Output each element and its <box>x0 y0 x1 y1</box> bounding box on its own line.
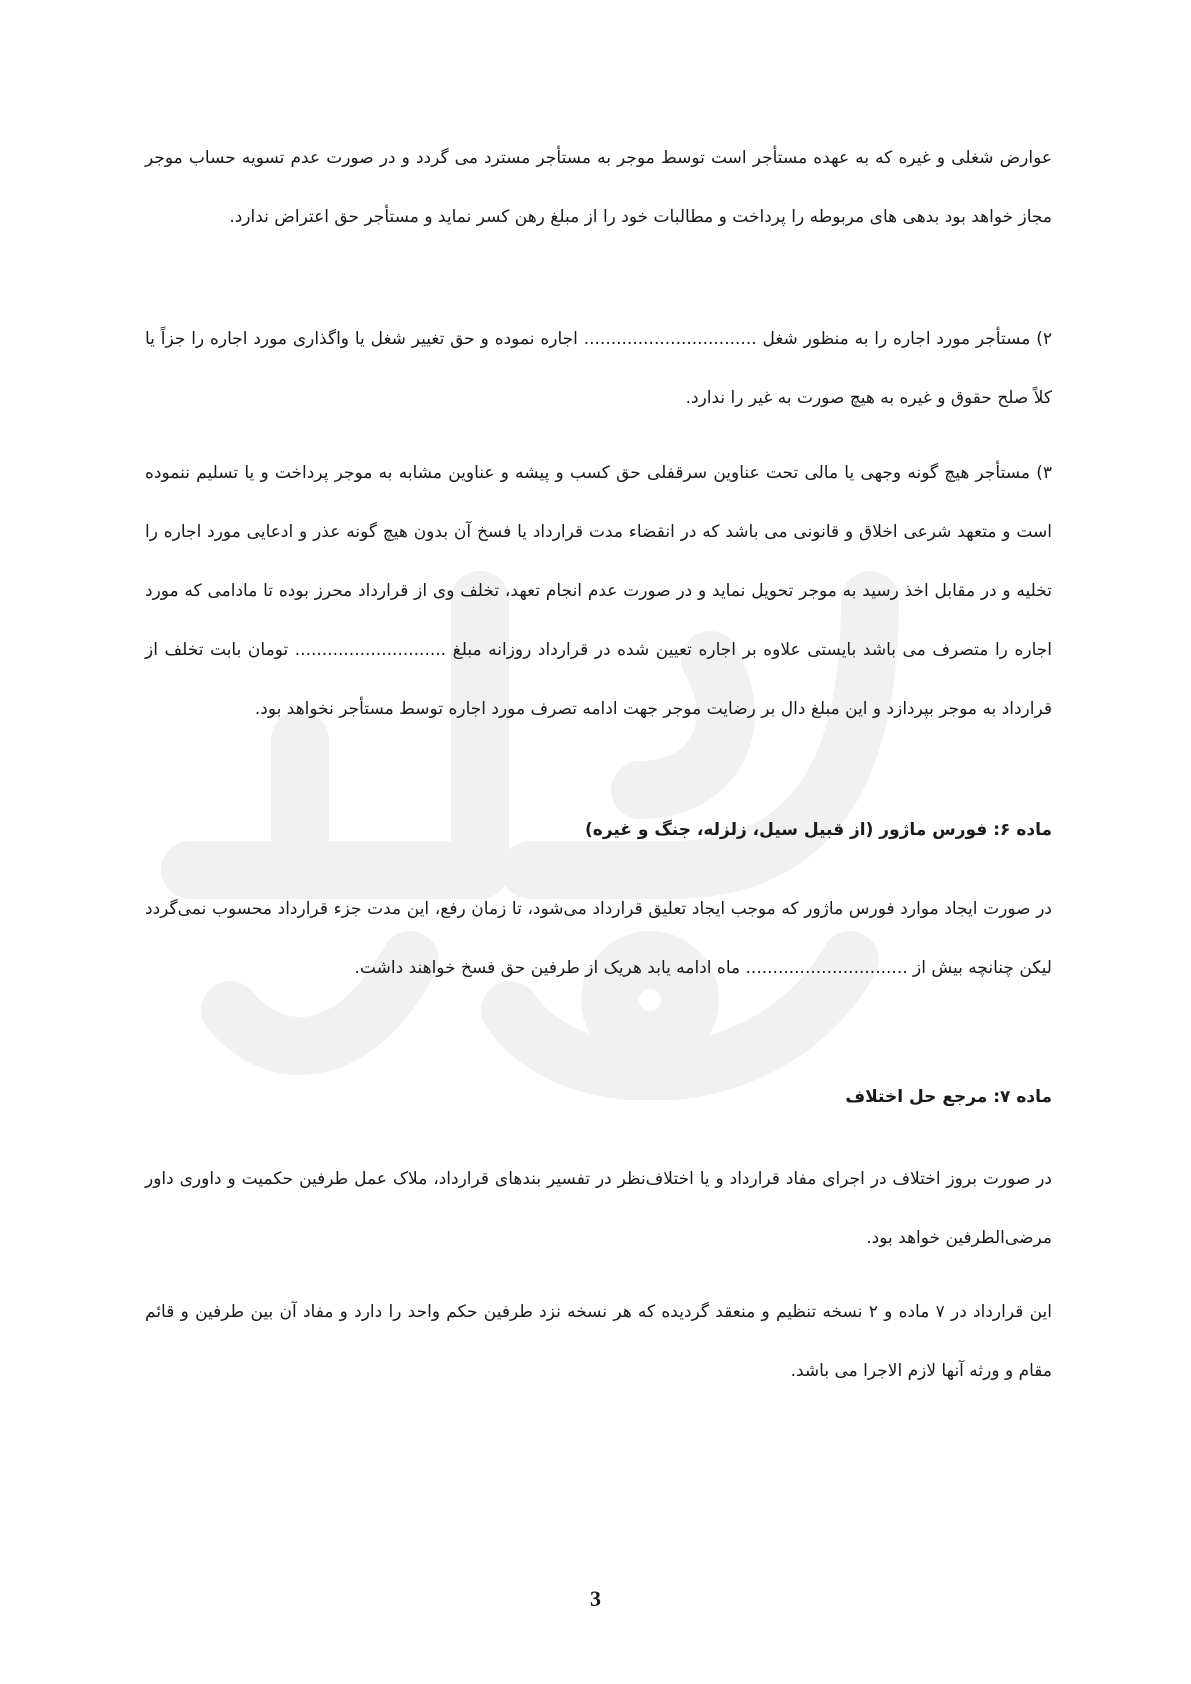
paragraph-rent-settlement: عوارض شغلی و غیره که به عهده مستأجر است توسط موجر به مستأجر مسترد می گردد و در صورت عدم تسویه حساب موجر مجاز خواهد بود بدهی های مربوطه را پرداخت و مطالبات خود را از مبلغ رهن کسر نماید و مستأجر حق اعتراض ندارد. <box>145 148 1052 227</box>
paragraph-clause-3-evacuation: ۳) مستأجر هیچ گونه وجهی یا مالی تحت عناوین سرقفلی حق کسب و پیشه و عناوین مشابه به موجر پرداخت و یا تسلیم ننموده است و متعهد شرعی اخلاق و قانونی می باشد که در انقضاء مدت قرارداد یا فسخ آن بدون هیچ گونه عذر و ادعایی مورد اجاره را تخلیه و در مقابل اخذ رسید به موجر تحویل نماید و در صورت عدم انجام تعهد، تخلف وی از قرارداد محرز بوده تا مادامی که مورد اجاره را متصرف می باشد بایستی علاوه بر اجاره تعیین شده در قرارداد روزانه مبلغ ............................ تومان بابت تخلف از قرارداد به موجر بپردازد و این مبلغ دال بر رضایت موجر جهت ادامه تصرف مورد اجاره توسط مستأجر نخواهد بود. <box>145 463 1052 719</box>
paragraph-contract-copies: این قرارداد در ۷ ماده و ۲ نسخه تنظیم و منعقد گردیده که هر نسخه نزد طرفین حکم واحد را دارد و مفاد آن بین طرفین و قائم مقام و ورثه آنها لازم الاجرا می باشد. <box>145 1302 1052 1381</box>
page-number: 3 <box>590 1586 601 1611</box>
heading-article-7: ماده ۷: مرجع حل اختلاف <box>845 1087 1052 1107</box>
heading-article-6: ماده ۶: فورس ماژور (از قبیل سیل، زلزله، جنگ و غیره) <box>585 820 1052 840</box>
paragraph-clause-2-usage: ۲) مستأجر مورد اجاره را به منظور شغل ................................ اجاره نموده و حق تغییر شغل یا واگذاری مورد اجاره را جزاً یا کلاً صلح حقوق و غیره به هیچ صورت به غیر را ندارد. <box>145 329 1052 408</box>
paragraph-article-6-body: در صورت ایجاد موارد فورس ماژور که موجب ایجاد تعلیق قرارداد می‌شود، تا زمان رفع، این مدت جزء قرارداد محسوب نمی‌گردد لیکن چنانچه بیش از .............................. ماه ادامه یابد هریک از طرفین حق فسخ خواهند داشت. <box>145 899 1052 978</box>
paragraph-article-7-body: در صورت بروز اختلاف در اجرای مفاد قرارداد و یا اختلاف‌نظر در تفسیر بندهای قرارداد، ملاک عمل طرفین حکمیت و داوری داور مرضی‌الطرفین خواهد بود. <box>145 1169 1052 1248</box>
